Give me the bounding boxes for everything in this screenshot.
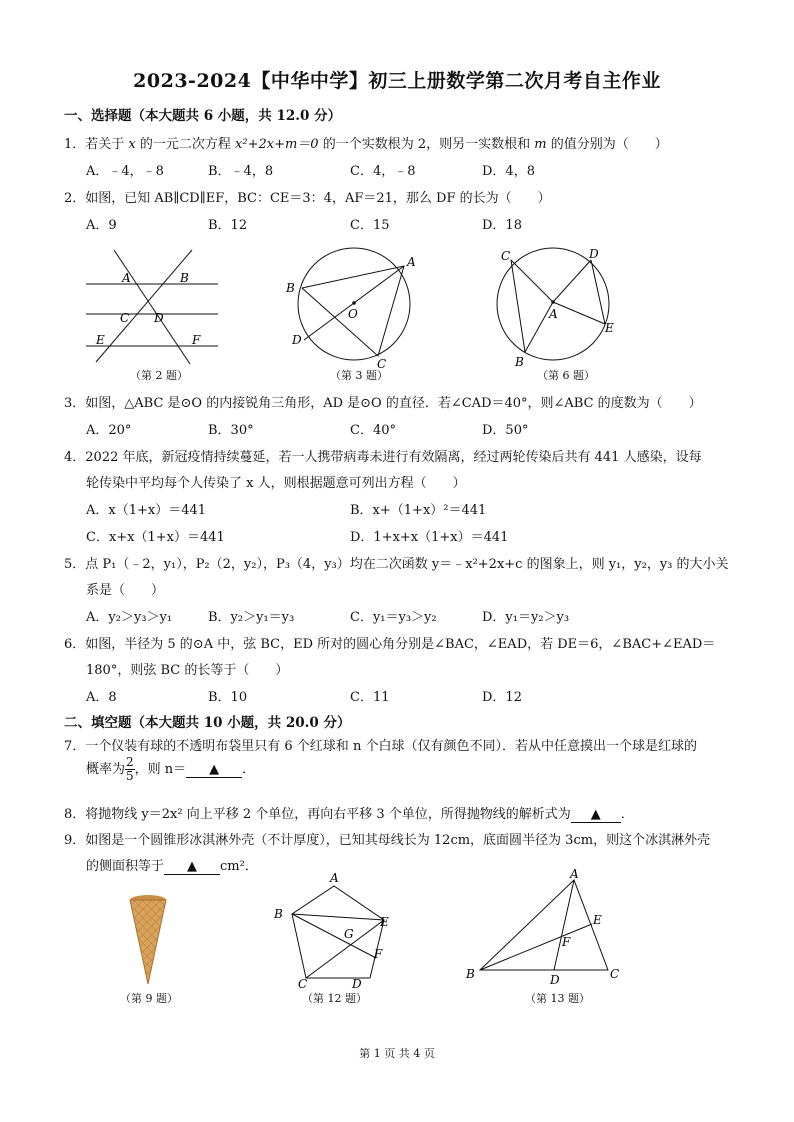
q6-option-a: A．8 (86, 690, 117, 705)
q9-text-b: cm²． (220, 859, 258, 874)
fig13-label-d: D (550, 973, 560, 987)
figure-q12 (272, 871, 402, 991)
fig2-label-b: B (180, 271, 189, 285)
q5-option-d: D．y₁＝y₂＞y₃ (482, 610, 570, 625)
fig6-label-a: A (549, 307, 558, 321)
fig3-label-c: C (377, 357, 387, 371)
q5-option-b: B．y₂＞y₁＝y₃ (208, 610, 295, 625)
q1-option-c: C．4，﹣8 (350, 164, 416, 179)
q1-var-x: x (128, 137, 136, 152)
q4-option-c: C．x+x（1+x）＝441 (86, 530, 225, 545)
q2-option-a: A．9 (86, 218, 117, 233)
question-4-line1: 4．2022 年底，新冠疫情持续蔓延，若一人携带病毒未进行有效隔离，经过两轮传染后共有 441 人感染，设每 (64, 450, 702, 465)
section-heading-fill: 二、填空题（本大题共 10 小题，共 20.0 分） (64, 715, 351, 731)
question-1 (64, 133, 668, 152)
figure-q13 (466, 867, 626, 989)
question-9-line1: 9．如图是一个圆锥形冰淇淋外壳（不计厚度），已知其母线长为 12cm，底面圆半径为 3cm，则这个冰淇淋外壳 (64, 833, 711, 848)
q2-option-b: B．12 (208, 218, 248, 233)
q3-option-c: C．40° (350, 423, 396, 438)
q9-text-a: 的侧面积等于 (86, 859, 165, 874)
fig3-label-b: B (286, 281, 295, 295)
figure-q6 (495, 242, 625, 367)
question-9-line2 (86, 855, 258, 875)
fig2-label-a: A (122, 271, 131, 285)
question-5-line1: 5．点 P₁（﹣2，y₁），P₂（2，y₂），P₃（4，y₃）均在二次函数 y＝﹣x²+2x+c 的图象上，则 y₁，y₂，y₃ 的大小关 (64, 557, 729, 572)
q6-option-c: C．11 (350, 690, 390, 705)
q3-option-d: D．50° (482, 423, 529, 438)
fig2-label-f: F (192, 333, 201, 347)
page-title: 2023-2024【中华中学】初三上册数学第二次月考自主作业 (133, 70, 661, 92)
page-footer: 第 1 页 共 4 页 (359, 1047, 435, 1060)
fig6-label-b: B (515, 355, 524, 369)
figure-q9-cone (126, 892, 176, 992)
fig13-label-f: F (562, 935, 571, 949)
q1-option-a: A．﹣4，﹣8 (86, 164, 164, 179)
fig3-label-o: O (348, 307, 358, 321)
section-heading-choice: 一、选择题（本大题共 6 小题，共 12.0 分） (64, 108, 342, 124)
q2-option-d: D．18 (482, 218, 522, 233)
fig2-label-c: C (120, 311, 130, 325)
q8-text-b: ． (620, 807, 634, 822)
q7-numerator: 2 (126, 755, 134, 769)
question-4-line2: 轮传染中平均每个人传染了 x 人，则根据题意可列出方程（ ） (86, 476, 466, 491)
q9-answer-blank[interactable]: ▲ (164, 859, 220, 875)
q5-option-a: A．y₂＞y₃＞y₁ (86, 610, 173, 625)
q3-option-a: A．20° (86, 423, 132, 438)
fig6-label-e: E (605, 321, 614, 335)
question-7-line1: 7．一个仪装有球的不透明布袋里只有 6 个红球和 n 个白球（仅有颜色不同）．若从中任意摸出一个球是红球的 (64, 739, 697, 754)
fig12-label-b: B (274, 907, 283, 921)
question-5-line2: 系是（ ） (86, 583, 165, 598)
q1-text-a: 若关于 (85, 137, 129, 152)
q4-option-b: B．x+（1+x）²＝441 (350, 503, 487, 518)
q1-text-b: 的一元二次方程 (135, 137, 236, 152)
fig12-label-a: A (330, 871, 339, 885)
q1-text-d: 的值分别为（ ） (546, 137, 668, 152)
question-8 (64, 803, 634, 823)
question-6-line2: 180°，则弦 BC 的长等于（ ） (86, 663, 289, 678)
q7-text-a: 概率为 (86, 762, 126, 777)
q6-option-b: B．10 (208, 690, 248, 705)
question-7-line2 (86, 756, 255, 783)
q4-option-d: D．1+x+x（1+x）＝441 (350, 530, 509, 545)
q7-answer-blank[interactable]: ▲ (186, 762, 242, 778)
q3-option-b: B．30° (208, 423, 254, 438)
q7-fraction (125, 756, 135, 783)
q4-option-a: A．x（1+x）＝441 (86, 503, 207, 518)
caption-fig2: （第 2 题） (130, 369, 188, 382)
fig13-label-c: C (610, 967, 620, 981)
figure-q2 (82, 242, 232, 372)
q1-var-m: m (534, 137, 547, 152)
q7-denominator: 5 (126, 769, 134, 783)
q7-text-c: ． (242, 762, 256, 777)
q1-number: 1． (64, 137, 86, 152)
figure-q3 (286, 242, 420, 371)
fig6-label-c: C (501, 249, 511, 263)
q6-option-d: D．12 (482, 690, 522, 705)
caption-fig13: （第 13 题） (525, 992, 590, 1005)
q2-option-c: C．15 (350, 218, 390, 233)
fig6-label-d: D (589, 247, 599, 261)
q8-text-a: 8．将抛物线 y＝2x² 向上平移 2 个单位，再向右平移 3 个单位，所得抛物线的解析式为 (64, 807, 571, 822)
caption-fig12: （第 12 题） (302, 992, 367, 1005)
q7-text-b: ，则 n＝ (134, 762, 187, 777)
question-6-line1: 6．如图，半径为 5 的⊙A 中，弦 BC，ED 所对的圆心角分别是∠BAC，∠EAD，若 DE＝6，∠BAC+∠EAD＝ (64, 637, 716, 652)
q8-answer-blank[interactable]: ▲ (571, 807, 621, 823)
question-3: 3．如图，△ABC 是⊙O 的内接锐角三角形，AD 是⊙O 的直径．若∠CAD＝40°，则∠ABC 的度数为（ ） (64, 396, 702, 411)
q1-equation: x²+2x+m＝0 (235, 137, 319, 152)
fig12-label-c: C (298, 977, 308, 991)
fig12-label-e: E (380, 915, 389, 929)
fig13-label-b: B (466, 967, 475, 981)
caption-fig3: （第 3 题） (330, 369, 388, 382)
fig2-label-e: E (96, 333, 105, 347)
q1-option-d: D．4，8 (482, 164, 535, 179)
fig2-label-d: D (154, 311, 164, 325)
question-2: 2．如图，已知 AB∥CD∥EF，BC：CE＝3：4，AF＝21，那么 DF 的长为（ ） (64, 191, 551, 206)
fig3-label-a: A (407, 255, 416, 269)
fig12-label-g: G (344, 927, 354, 941)
fig12-label-f: F (374, 947, 383, 961)
fig3-label-d: D (292, 333, 302, 347)
q1-text-c: 的一个实数根为 2，则另一实数根和 (318, 137, 535, 152)
caption-fig9: （第 9 题） (120, 992, 178, 1005)
fig13-label-e: E (593, 913, 602, 927)
q1-option-b: B．﹣4，8 (208, 164, 274, 179)
fig12-label-d: D (352, 977, 362, 991)
fig13-label-a: A (570, 867, 579, 881)
caption-fig6: （第 6 题） (537, 369, 595, 382)
q5-option-c: C．y₁＝y₃＞y₂ (350, 610, 437, 625)
